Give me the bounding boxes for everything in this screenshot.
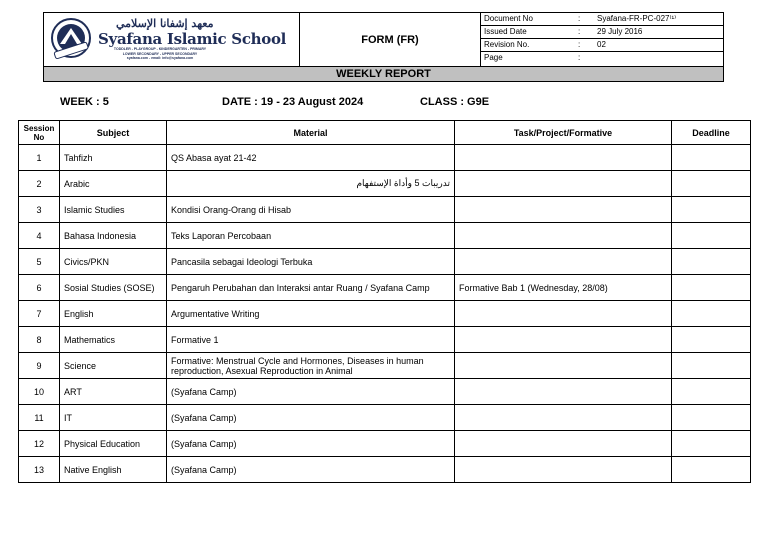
session-no-cell: 1 [19, 145, 60, 171]
subject-cell: Science [60, 353, 167, 379]
subject-cell: Tahfizh [60, 145, 167, 171]
meta-row-document-no [481, 13, 723, 26]
session-no-cell: 9 [19, 353, 60, 379]
deadline-cell [672, 223, 751, 249]
form-label: FORM (FR) [300, 13, 481, 66]
school-emblem-icon [50, 17, 92, 59]
deadline-cell [672, 171, 751, 197]
task-cell [455, 171, 672, 197]
subject-cell: Physical Education [60, 431, 167, 457]
meta-value: Syafana-FR-PC-027⁽¹⁾ [597, 14, 677, 23]
table-row [19, 301, 751, 327]
school-tagline [96, 47, 224, 61]
meta-sep: : [578, 53, 581, 62]
task-cell [455, 353, 672, 379]
session-no-cell: 3 [19, 197, 60, 223]
material-cell: Kondisi Orang-Orang di Hisab [167, 197, 455, 223]
subject-cell: Sosial Studies (SOSE) [60, 275, 167, 301]
material-cell: Pengaruh Perubahan dan Interaksi antar Ruang / Syafana Camp [167, 275, 455, 301]
table-row [19, 327, 751, 353]
task-cell [455, 379, 672, 405]
task-cell [455, 249, 672, 275]
session-no-cell: 13 [19, 457, 60, 483]
task-cell [455, 197, 672, 223]
session-no-cell: 8 [19, 327, 60, 353]
meta-value: 29 July 2016 [597, 27, 643, 36]
subject-cell: Bahasa Indonesia [60, 223, 167, 249]
deadline-cell [672, 405, 751, 431]
task-cell [455, 405, 672, 431]
deadline-cell [672, 249, 751, 275]
session-no-cell: 2 [19, 171, 60, 197]
meta-row-revision-no [481, 39, 723, 52]
material-cell: (Syafana Camp) [167, 405, 455, 431]
table-row [19, 171, 751, 197]
column-header-material: Material [167, 121, 455, 145]
deadline-cell [672, 379, 751, 405]
deadline-cell [672, 327, 751, 353]
table-row [19, 197, 751, 223]
session-no-cell: 11 [19, 405, 60, 431]
session-no-cell: 4 [19, 223, 60, 249]
task-cell [455, 327, 672, 353]
report-title: WEEKLY REPORT [44, 66, 723, 81]
meta-sep: : [578, 27, 581, 36]
table-header-row [19, 121, 751, 145]
table-row [19, 223, 751, 249]
subject-cell: Native English [60, 457, 167, 483]
column-header-session-no: Session No [19, 121, 60, 145]
task-cell [455, 145, 672, 171]
task-cell [455, 301, 672, 327]
tagline-secondary: LOWER SECONDARY - UPPER SECONDARY [122, 51, 198, 56]
week-label: WEEK : 5 [60, 96, 109, 108]
session-no-cell: 6 [19, 275, 60, 301]
meta-sep: : [578, 40, 581, 49]
table-row [19, 405, 751, 431]
table-row [19, 145, 751, 171]
table-body [19, 145, 751, 483]
material-cell: Pancasila sebagai Ideologi Terbuka [167, 249, 455, 275]
meta-sep: : [578, 14, 581, 23]
table-row [19, 249, 751, 275]
session-no-cell: 10 [19, 379, 60, 405]
subject-cell: Islamic Studies [60, 197, 167, 223]
material-cell: QS Abasa ayat 21-42 [167, 145, 455, 171]
deadline-cell [672, 275, 751, 301]
material-cell: (Syafana Camp) [167, 379, 455, 405]
school-arabic-name: معهد إشفانا الإسلامي [116, 17, 214, 30]
deadline-cell [672, 431, 751, 457]
material-cell: Argumentative Writing [167, 301, 455, 327]
subject-cell: ART [60, 379, 167, 405]
meta-key: Revision No. [484, 40, 530, 49]
table-row [19, 431, 751, 457]
session-no-cell: 7 [19, 301, 60, 327]
table-row [19, 353, 751, 379]
tagline-contact: syafana.com - email: info@syafana.com [126, 56, 194, 60]
session-no-cell: 12 [19, 431, 60, 457]
session-no-cell: 5 [19, 249, 60, 275]
column-header-deadline: Deadline [672, 121, 751, 145]
column-header-subject: Subject [60, 121, 167, 145]
material-cell: Formative: Menstrual Cycle and Hormones, Diseases in human reproduction, Asexual Reproduction in Animal [167, 353, 455, 379]
table-row [19, 457, 751, 483]
material-cell: (Syafana Camp) [167, 457, 455, 483]
class-label: CLASS : G9E [420, 96, 490, 108]
task-cell [455, 431, 672, 457]
deadline-cell [672, 145, 751, 171]
material-cell: Teks Laporan Percobaan [167, 223, 455, 249]
meta-row-issued-date [481, 26, 723, 39]
school-name: Syafana Islamic School [98, 30, 287, 48]
document-meta [481, 13, 723, 66]
date-label: DATE : 19 - 23 August 2024 [222, 96, 364, 108]
meta-key: Page [484, 53, 503, 62]
meta-value: 02 [597, 40, 606, 49]
deadline-cell [672, 353, 751, 379]
subject-cell: English [60, 301, 167, 327]
subject-cell: Arabic [60, 171, 167, 197]
subject-cell: Mathematics [60, 327, 167, 353]
school-logo-block [44, 13, 300, 66]
subject-cell: Civics/PKN [60, 249, 167, 275]
table-row [19, 275, 751, 301]
document-header [43, 12, 724, 82]
table-row [19, 379, 751, 405]
weekly-report-table [18, 120, 751, 483]
meta-row-page [481, 52, 723, 65]
deadline-cell [672, 457, 751, 483]
task-cell [455, 223, 672, 249]
subject-cell: IT [60, 405, 167, 431]
tagline-levels: TODDLER - PLAYGROUP - KINDERGARTEN - PRIMARY [113, 47, 207, 51]
task-cell [455, 457, 672, 483]
deadline-cell [672, 301, 751, 327]
meta-key: Issued Date [484, 27, 527, 36]
meta-key: Document No [484, 14, 533, 23]
task-cell: Formative Bab 1 (Wednesday, 28/08) [455, 275, 672, 301]
material-cell: (Syafana Camp) [167, 431, 455, 457]
material-cell: Formative 1 [167, 327, 455, 353]
deadline-cell [672, 197, 751, 223]
column-header-task: Task/Project/Formative [455, 121, 672, 145]
material-cell: تدريبات 5 وأداة الإستفهام [167, 171, 455, 197]
